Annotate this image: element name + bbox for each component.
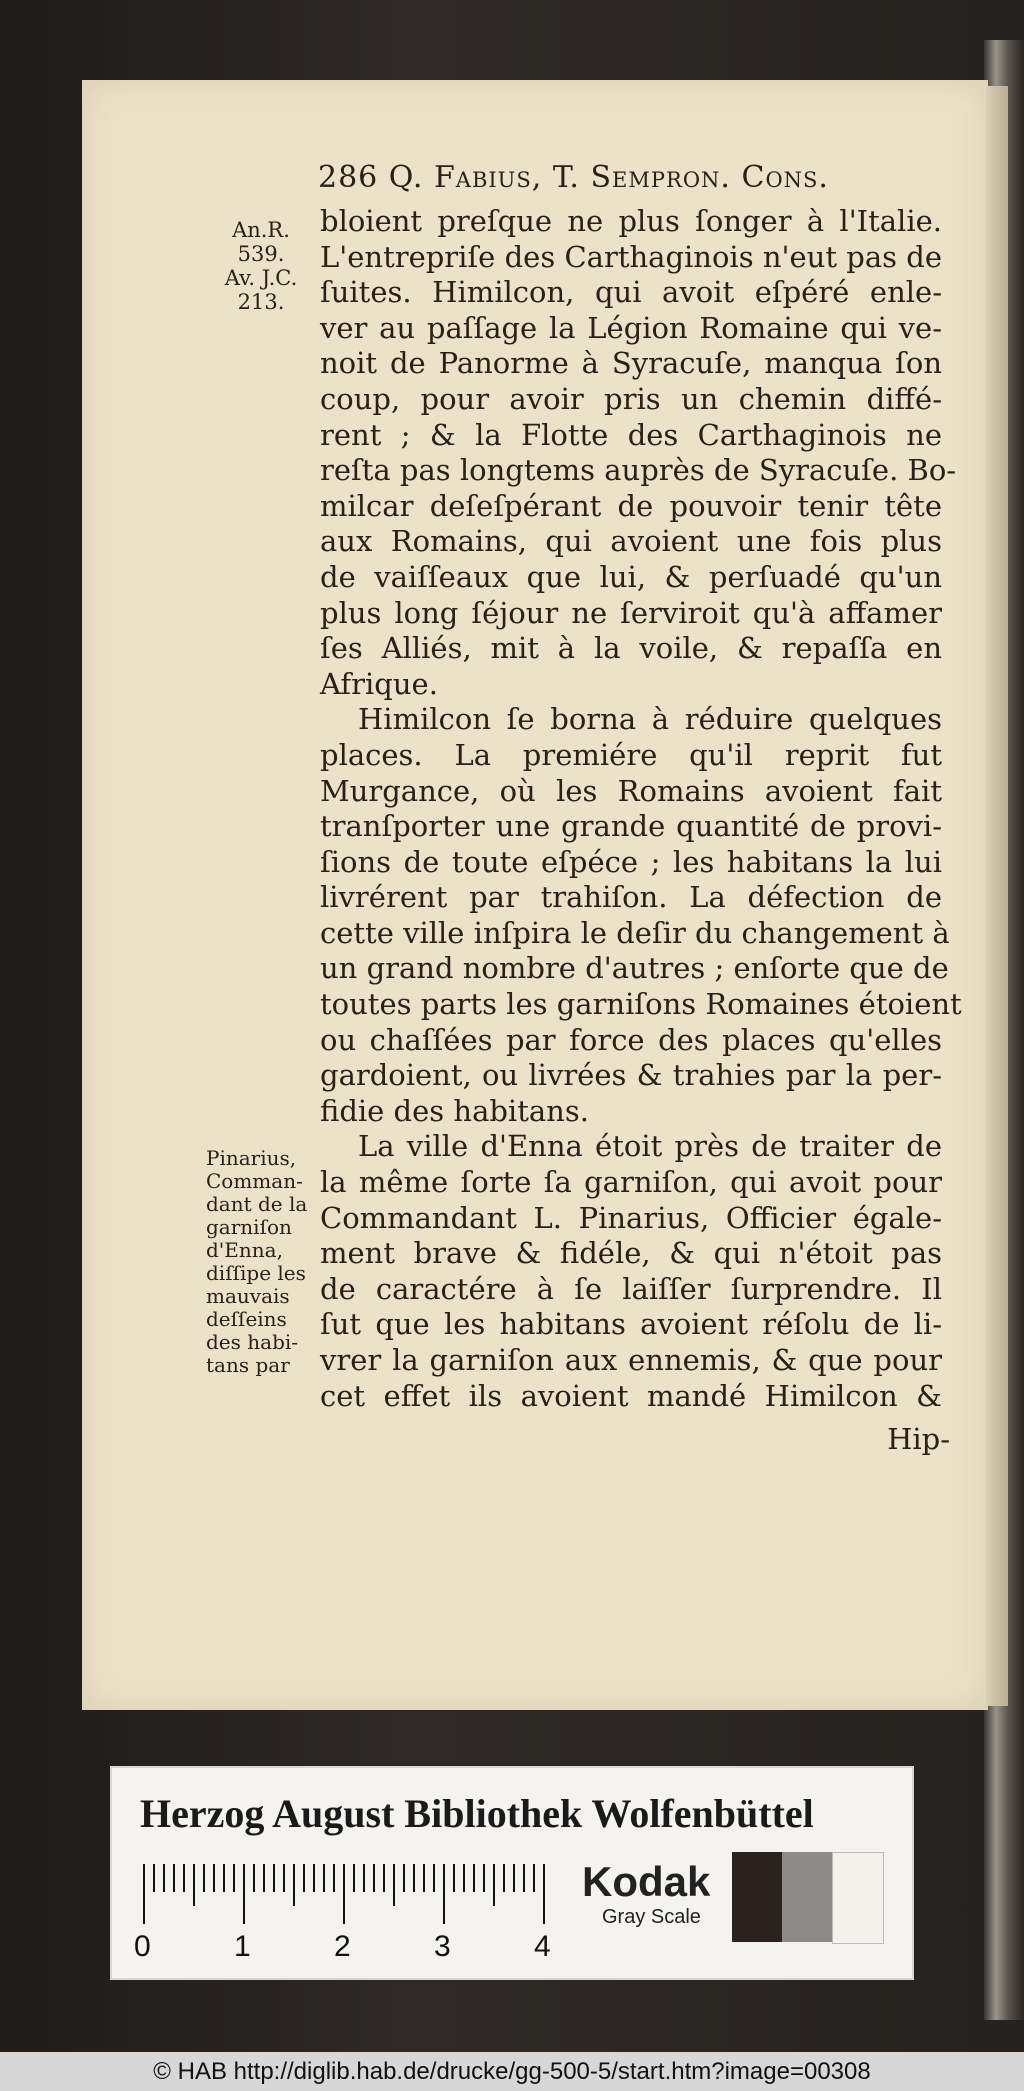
card-title: Herzog August Bibliothek Wolfenbüttel [140, 1791, 814, 1836]
ruler-number: 2 [334, 1930, 351, 1963]
text-line: un grand nombre d'autres ; enſorte que de [320, 951, 949, 986]
margin-date-line: 539. [237, 242, 285, 266]
margin-date-line: Av. J.C. [224, 266, 298, 290]
text-line: ſions de toute eſpéce ; les habitans la lui [320, 844, 942, 879]
margin-note-line: Comman- [206, 1169, 303, 1193]
text-line: livrérent par trahiſon. La défection de [320, 880, 942, 915]
text-line: coup, pour avoir pris un chemin diffé- [320, 381, 942, 416]
text-line: plus long ſéjour ne ſerviroit qu'à affamer [320, 595, 942, 630]
swatch-mid [782, 1852, 832, 1942]
running-header: 286 Q. Fabius, T. Sempron. Cons. [318, 160, 829, 195]
ruler-number: 3 [434, 1930, 451, 1963]
text-line: cet effet ils avoient mandé Himilcon & [320, 1378, 942, 1413]
ruler-number: 4 [534, 1930, 551, 1963]
ruler-number: 0 [134, 1930, 151, 1963]
text-line: cette ville inſpira le deſir du changement à [320, 915, 950, 950]
text-line: noit de Panorme à Syracuſe, manqua ſon [320, 346, 942, 381]
text-line: milcar deſeſpérant de pouvoir tenir tête [320, 488, 942, 523]
margin-note [206, 1147, 332, 1377]
text-line: bloient preſque ne plus ſonger à l'Italie. [320, 204, 942, 238]
text-line: toutes parts les garniſons Romaines étoient [320, 987, 962, 1022]
kodak-logo: Kodak [582, 1858, 711, 1905]
text-line: L'entrepriſe des Carthaginois n'eut pas de [320, 239, 942, 274]
text-line: de caractére à ſe laiſſer ſurprendre. Il [320, 1271, 942, 1306]
page-edge [986, 86, 1008, 1706]
ruler-number: 1 [234, 1930, 251, 1963]
margin-note-line: mauvais [206, 1284, 290, 1308]
margin-date-line: An.R. [232, 218, 290, 242]
margin-note-line: tans par [206, 1353, 290, 1377]
margin-note-line: garniſon [206, 1215, 292, 1239]
body-text [320, 204, 962, 1414]
text-line: ment brave & fidéle, & qui n'étoit pas [320, 1236, 942, 1271]
text-line: ſes Alliés, mit à la voile, & repaſſa en [320, 631, 942, 666]
text-line: aux Romains, qui avoient une fois plus [320, 524, 942, 559]
text-line: fidie des habitans. [320, 1093, 589, 1128]
text-line: la même ſorte ſa garniſon, qui avoit pour [320, 1165, 942, 1200]
margin-date-line: 213. [237, 290, 285, 314]
gray-scale-label: Gray Scale [602, 1906, 701, 1928]
margin-date [206, 218, 316, 314]
text-line: de vaiſſeaux que lui, & perſuadé qu'un [320, 559, 942, 594]
margin-note-line: dant de la [206, 1192, 308, 1216]
text-line: gardoient, ou livrées & trahies par la per- [320, 1058, 942, 1093]
text-line: Murgance, où les Romains avoient fait [320, 773, 942, 808]
margin-note-line: Pinarius, [206, 1146, 297, 1170]
swatch-dark [732, 1852, 782, 1942]
text-line: La ville d'Enna étoit près de traiter de [358, 1129, 942, 1164]
text-line: ſuites. Himilcon, qui avoit eſpéré enle- [320, 275, 942, 310]
text-line: vrer la garniſon aux ennemis, & que pour [320, 1343, 942, 1377]
text-line: tranſporter une grande quantité de provi- [320, 809, 942, 844]
margin-note-line: diſſipe les [206, 1261, 306, 1285]
color-calibration-card [110, 1766, 914, 1980]
margin-note-line: des habi- [206, 1330, 299, 1354]
margin-note-line: deſſeins [206, 1307, 287, 1331]
text-line: reſta pas longtems auprès de Syracuſe. Bo- [320, 453, 957, 488]
catchword: Hip- [887, 1422, 950, 1456]
text-line: ver au paſſage la Légion Romaine qui ve- [320, 310, 942, 345]
footer-credit: © HAB http://diglib.hab.de/drucke/gg-500-5/start.htm?image=00308 [0, 2052, 1024, 2091]
margin-note-line: d'Enna, [206, 1238, 283, 1262]
text-line: ſut que les habitans avoient réſolu de li- [320, 1307, 942, 1342]
text-line: rent ; & la Flotte des Carthaginois ne [320, 417, 942, 452]
swatch-light [832, 1852, 884, 1944]
text-line: ou chaſſées par force des places qu'elles [320, 1022, 942, 1057]
text-line: Commandant L. Pinarius, Officier égale- [320, 1200, 942, 1235]
text-line: places. La premiére qu'il reprit fut [320, 737, 942, 772]
text-line: Afrique. [320, 666, 438, 701]
text-line: Himilcon ſe borna à réduire quelques [358, 702, 942, 737]
ruler [142, 1862, 562, 1932]
